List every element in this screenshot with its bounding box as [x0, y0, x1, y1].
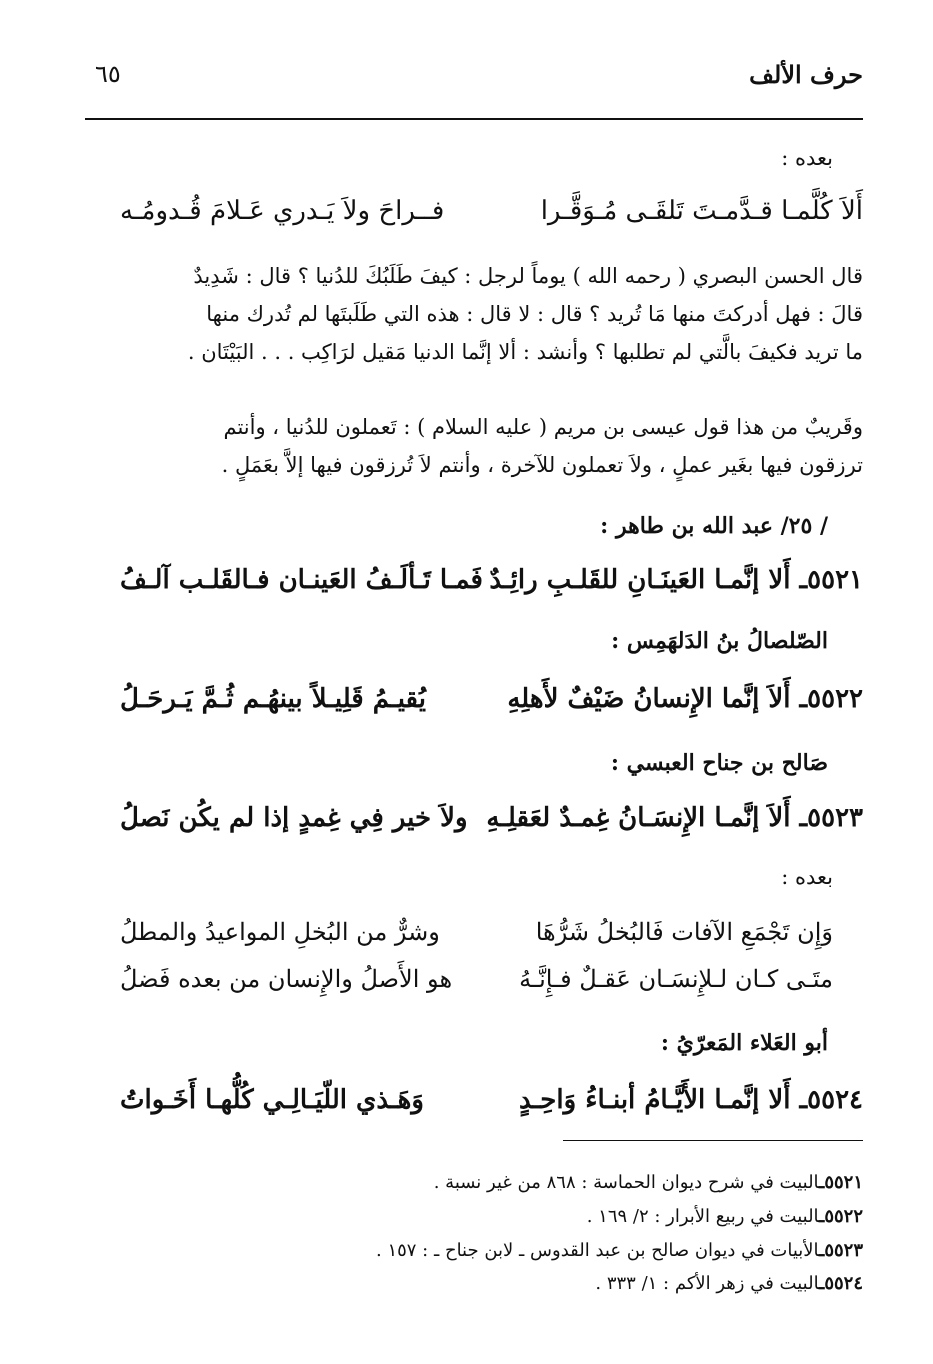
footnote-text: البيت في ربيع الأبرار : ٢/ ١٦٩ .: [586, 1206, 820, 1227]
verse-second-hemistich: هو الأَصلُ والإِنسان من بعده فَضلُ: [120, 965, 453, 993]
hemistich-text: أَلا إنَّمـا الأَيَّـامُ أبنـاءُ وَاحِـدٍ: [519, 1085, 791, 1115]
hemistich-text: أَلاَ إنَّمـا الإِنسَـانُ غِمـدٌ لعَقلِـهِ: [486, 803, 791, 833]
paragraph-line: قال الحسن البصري ( رحمه الله ) يوماً لرجل : كيفَ طَلَبُكَ للدُنيا ؟ قال : شَدِيدٌ: [193, 264, 863, 288]
footnote-number: ٥٥٢٢ـ: [819, 1206, 863, 1227]
header-rule: [85, 118, 863, 120]
verse-row-5523: [120, 803, 863, 847]
verse-number: ٥٥٢٢ـ: [799, 684, 863, 714]
footnote: [587, 1206, 863, 1227]
verse-second-hemistich: ولاَ خير فِي غِمدٍ إذا لم يكُن نَصلُ: [120, 803, 468, 833]
paragraph-line: قالَ : فهل أدركتَ منها مَا تُريد ؟ قال : لا قال : هذه التي طَلَبتَها لم تُدرك منها: [206, 302, 863, 326]
verse-number: ٥٥٢٤ـ: [799, 1085, 863, 1115]
footnote-number: ٥٥٢٣ـ: [819, 1240, 863, 1261]
verse-number: ٥٥٢٣ـ: [799, 803, 863, 833]
verse-first-hemistich: [486, 803, 863, 833]
verse-row: [120, 196, 863, 240]
verse-first-hemistich: أَلاَ كُلَّمـا قـدَّمـتَ تَلقَـى مُـوَقَّـرا: [540, 196, 863, 226]
page-number: ٦٥: [95, 60, 121, 88]
footnote: [434, 1172, 863, 1193]
hasan-paragraph: [88, 257, 863, 371]
verse-first-hemistich: [519, 1085, 863, 1115]
hemistich-text: أَلاَ إنَّما الإِنسانُ ضَيْفٌ لأَهلِهِ: [507, 684, 791, 714]
poet-heading: الصّلصالُ بنُ الدَلهَمِس :: [611, 628, 828, 654]
footnote-number: ٥٥٢١ـ: [819, 1172, 863, 1193]
footnote-rule: [563, 1140, 863, 1141]
poet-heading: أبو العَلاء المَعرّيُ :: [660, 1030, 828, 1056]
verse-row-5522: [120, 684, 863, 728]
paragraph-line: ما تريد فكيفَ بالَّتي لم تطلبها ؟ وأنشد : ألا إنَّما الدنيا مَقيل لرَاكِب . . . البَيْتَان .: [187, 340, 863, 364]
poet-heading: صَالح بن جناح العبسي :: [610, 750, 828, 776]
running-title: حرف الألف: [749, 60, 863, 89]
verse-first-hemistich: [507, 684, 863, 714]
verse-first-hemistich: [489, 565, 863, 595]
verse-row: [120, 965, 833, 1009]
hemistich-text: أَلا إنَّمـا العَينَـانِ للقَلـبِ رائِـدٌ: [489, 565, 791, 595]
verse-row: [120, 918, 833, 962]
paragraph-line: وقَريبٌ من هذا قول عيسى بن مريم ( عليه السلام ) : تَعملون للدُنيا ، وأنتم: [223, 415, 863, 439]
verse-second-hemistich: وَهَـذي اللّيَـالِـي كُلُّهـا أَخَـواتُ: [120, 1085, 424, 1115]
paragraph-line: ترزقون فيها بغَير عملٍ ، ولاَ تعملون للآخرة ، وأنتم لاَ تُرزقون فيها إلاَّ بعَمَلٍ .: [221, 453, 863, 477]
after-label-2: بعده :: [781, 865, 833, 889]
verse-first-hemistich: متَـى كـان لـلإِنسَـان عَقـلٌ فـإِنَّـهُ: [519, 965, 833, 993]
verse-second-hemistich: وشرٌّ من البُخلِ المواعيدُ والمطلُ: [120, 918, 440, 946]
after-label-1: بعده :: [781, 146, 833, 170]
verse-second-hemistich: يُقيـمُ قَلِيـلاً بينهُـم ثُـمَّ يَـرحَـلُ: [120, 684, 426, 714]
footnote: [595, 1273, 863, 1294]
footnote-text: البيت في شرح ديوان الحماسة : ٨٦٨ من غير نسبة .: [433, 1172, 820, 1193]
footnote-text: الأبيات في ديوان صالح بن عبد القدوس ـ لابن جناح ـ : ١٥٧ .: [375, 1240, 820, 1261]
verse-row-5521: [120, 565, 863, 609]
footnote-number: ٥٥٢٤ـ: [819, 1273, 863, 1294]
verse-number: ٥٥٢١ـ: [799, 565, 863, 595]
isa-paragraph: [88, 408, 863, 484]
page-header: [85, 60, 863, 96]
verse-second-hemistich: فــراحَ ولاَ يَـدري عَـلامَ قُـدومُـه: [120, 196, 445, 226]
verse-row-5524: [120, 1085, 863, 1129]
footnote: [376, 1240, 863, 1261]
footnote-text: البيت في زهر الأكم : ١/ ٣٣٣ .: [595, 1273, 820, 1294]
verse-first-hemistich: وَإِن تَجْمَعِ الآفات فَالبُخلُ شَرُّهَا: [535, 918, 833, 946]
poet-heading: / ٢٥/ عبد الله بن طاهر :: [600, 513, 828, 539]
verse-second-hemistich: فَمـا تَـألَـفُ العَينـان فـالقَلـب آلـفُ: [120, 565, 483, 595]
